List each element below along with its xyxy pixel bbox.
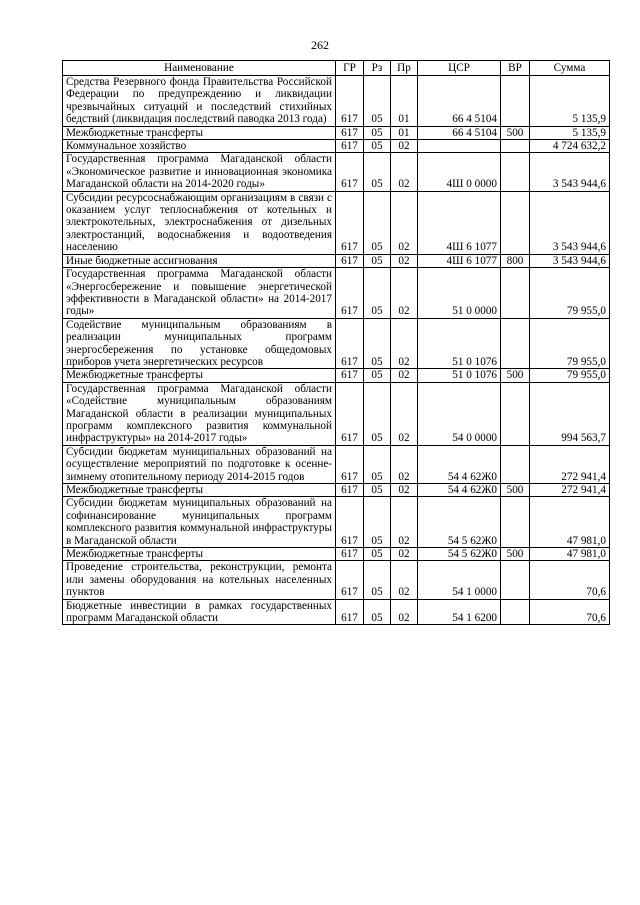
- cell-sum: 3 543 944,6: [530, 153, 610, 191]
- cell-vr: 500: [501, 548, 530, 561]
- cell-name: Государственная программа Магаданской области «Энергосбережение и повышение энергетической эффективности в Магаданской области» на 2014-2017 годы»: [63, 268, 336, 319]
- table-row: [63, 191, 610, 254]
- cell-pr: 02: [391, 548, 418, 561]
- column-header-vr: ВР: [501, 61, 530, 76]
- cell-vr: [501, 191, 530, 254]
- cell-rz: 05: [364, 599, 391, 625]
- cell-vr: [501, 140, 530, 153]
- cell-csr: 51 0 1076: [418, 318, 501, 369]
- cell-csr: 54 4 62Ж0: [418, 484, 501, 497]
- cell-name: Субсидии бюджетам муниципальных образований на софинансирование муниципальных программ комплексного развития коммунальной инфраструктуры в Магаданской области: [63, 497, 336, 548]
- cell-rz: 05: [364, 382, 391, 445]
- cell-csr: 66 4 5104: [418, 126, 501, 139]
- cell-sum: 5 135,9: [530, 126, 610, 139]
- cell-gr: 617: [336, 191, 364, 254]
- cell-rz: 05: [364, 254, 391, 267]
- cell-gr: 617: [336, 548, 364, 561]
- cell-rz: 05: [364, 318, 391, 369]
- cell-gr: 617: [336, 140, 364, 153]
- cell-rz: 05: [364, 548, 391, 561]
- cell-vr: [501, 76, 530, 127]
- cell-rz: 05: [364, 445, 391, 483]
- table-row: [63, 140, 610, 153]
- cell-gr: 617: [336, 599, 364, 625]
- cell-name: Межбюджетные трансферты: [63, 548, 336, 561]
- cell-name: Бюджетные инвестиции в рамках государственных программ Магаданской области: [63, 599, 336, 625]
- table-row: [63, 153, 610, 191]
- table-row: [63, 548, 610, 561]
- cell-gr: 617: [336, 369, 364, 382]
- column-header-pr: Пр: [391, 61, 418, 76]
- table-row: [63, 599, 610, 625]
- page-number: 262: [311, 38, 329, 52]
- cell-gr: 617: [336, 382, 364, 445]
- cell-pr: 02: [391, 484, 418, 497]
- table-row: [63, 445, 610, 483]
- cell-sum: 79 955,0: [530, 318, 610, 369]
- cell-name: Межбюджетные трансферты: [63, 484, 336, 497]
- cell-sum: 4 724 632,2: [530, 140, 610, 153]
- cell-rz: 05: [364, 268, 391, 319]
- cell-gr: 617: [336, 268, 364, 319]
- cell-csr: 4Ш 6 1077: [418, 191, 501, 254]
- cell-name: Содействие муниципальным образованиям в реализации муниципальных программ энергосбережения по установке общедомовых приборов учета энергетических ресурсов: [63, 318, 336, 369]
- cell-pr: 01: [391, 76, 418, 127]
- cell-pr: 02: [391, 268, 418, 319]
- cell-pr: 02: [391, 140, 418, 153]
- cell-name: Иные бюджетные ассигнования: [63, 254, 336, 267]
- column-header-sum: Сумма: [530, 61, 610, 76]
- cell-gr: 617: [336, 153, 364, 191]
- cell-vr: [501, 445, 530, 483]
- cell-vr: 500: [501, 369, 530, 382]
- cell-pr: 02: [391, 561, 418, 599]
- cell-name: Государственная программа Магаданской области «Экономическое развитие и инновационная экономика Магаданской области на 2014-2020 годы»: [63, 153, 336, 191]
- cell-rz: 05: [364, 561, 391, 599]
- table-row: [63, 126, 610, 139]
- cell-vr: [501, 153, 530, 191]
- cell-csr: 54 1 0000: [418, 561, 501, 599]
- cell-gr: 617: [336, 445, 364, 483]
- cell-sum: 994 563,7: [530, 382, 610, 445]
- cell-pr: 02: [391, 599, 418, 625]
- cell-sum: 79 955,0: [530, 268, 610, 319]
- cell-pr: 02: [391, 445, 418, 483]
- cell-sum: 47 981,0: [530, 548, 610, 561]
- cell-name: Средства Резервного фонда Правительства Российской Федерации по предупреждению и ликвидации чрезвычайных ситуаций и последствий стихийных бедствий (ликвидация последствий паводка 2013 года): [63, 76, 336, 127]
- cell-csr: 54 0 0000: [418, 382, 501, 445]
- cell-csr: 54 1 6200: [418, 599, 501, 625]
- cell-name: Проведение строительства, реконструкции, ремонта или замены оборудования на котельных населенных пунктов: [63, 561, 336, 599]
- cell-gr: 617: [336, 76, 364, 127]
- cell-csr: 54 5 62Ж0: [418, 497, 501, 548]
- cell-pr: 02: [391, 497, 418, 548]
- cell-rz: 05: [364, 497, 391, 548]
- cell-gr: 617: [336, 561, 364, 599]
- cell-vr: 500: [501, 484, 530, 497]
- column-header-gr: ГР: [336, 61, 364, 76]
- table-body: [63, 76, 610, 625]
- cell-name: Государственная программа Магаданской области «Содействие муниципальным образованиям Магаданской области в реализации муниципальных программ комплексного развития коммунальной инфраструктуры» на 2014-2017 годы»: [63, 382, 336, 445]
- cell-vr: [501, 561, 530, 599]
- cell-rz: 05: [364, 76, 391, 127]
- cell-rz: 05: [364, 369, 391, 382]
- cell-name: Субсидии ресурсоснабжающим организациям в связи с оказанием услуг теплоснабжения от котельных и электрокотельных, электроснабжения от дизельных электростанций, водоснабжения и водоотведения населению: [63, 191, 336, 254]
- table-row: [63, 76, 610, 127]
- cell-gr: 617: [336, 497, 364, 548]
- cell-vr: 800: [501, 254, 530, 267]
- cell-pr: 02: [391, 254, 418, 267]
- cell-sum: 70,6: [530, 599, 610, 625]
- cell-gr: 617: [336, 254, 364, 267]
- cell-rz: 05: [364, 191, 391, 254]
- cell-vr: [501, 382, 530, 445]
- cell-pr: 02: [391, 191, 418, 254]
- cell-sum: 3 543 944,6: [530, 254, 610, 267]
- table-header-row: [63, 61, 610, 76]
- cell-csr: 4Ш 0 0000: [418, 153, 501, 191]
- cell-rz: 05: [364, 140, 391, 153]
- cell-rz: 05: [364, 126, 391, 139]
- cell-vr: [501, 268, 530, 319]
- table-row: [63, 561, 610, 599]
- cell-gr: 617: [336, 126, 364, 139]
- cell-csr: [418, 140, 501, 153]
- cell-csr: 51 0 1076: [418, 369, 501, 382]
- table-row: [63, 268, 610, 319]
- cell-sum: 79 955,0: [530, 369, 610, 382]
- cell-vr: [501, 318, 530, 369]
- table-row: [63, 254, 610, 267]
- cell-csr: 4Ш 6 1077: [418, 254, 501, 267]
- cell-vr: [501, 599, 530, 625]
- cell-csr: 66 4 5104: [418, 76, 501, 127]
- cell-pr: 01: [391, 126, 418, 139]
- cell-vr: 500: [501, 126, 530, 139]
- cell-gr: 617: [336, 484, 364, 497]
- cell-sum: 5 135,9: [530, 76, 610, 127]
- cell-name: Межбюджетные трансферты: [63, 369, 336, 382]
- cell-sum: 272 941,4: [530, 484, 610, 497]
- cell-sum: 70,6: [530, 561, 610, 599]
- cell-sum: 3 543 944,6: [530, 191, 610, 254]
- budget-table: [62, 60, 610, 625]
- cell-vr: [501, 497, 530, 548]
- cell-rz: 05: [364, 484, 391, 497]
- column-header-rz: Рз: [364, 61, 391, 76]
- cell-sum: 47 981,0: [530, 497, 610, 548]
- cell-gr: 617: [336, 318, 364, 369]
- cell-name: Межбюджетные трансферты: [63, 126, 336, 139]
- cell-name: Коммунальное хозяйство: [63, 140, 336, 153]
- column-header-csr: ЦСР: [418, 61, 501, 76]
- cell-pr: 02: [391, 369, 418, 382]
- table-row: [63, 318, 610, 369]
- column-header-name: Наименование: [63, 61, 336, 76]
- table-row: [63, 382, 610, 445]
- table-row: [63, 484, 610, 497]
- cell-csr: 54 4 62Ж0: [418, 445, 501, 483]
- cell-pr: 02: [391, 382, 418, 445]
- cell-pr: 02: [391, 153, 418, 191]
- cell-csr: 51 0 0000: [418, 268, 501, 319]
- cell-pr: 02: [391, 318, 418, 369]
- cell-name: Субсидии бюджетам муниципальных образований на осуществление мероприятий по подготовке к осенне-зимнему отопительному периоду 2014-2015 годов: [63, 445, 336, 483]
- cell-rz: 05: [364, 153, 391, 191]
- cell-sum: 272 941,4: [530, 445, 610, 483]
- cell-csr: 54 5 62Ж0: [418, 548, 501, 561]
- table-row: [63, 497, 610, 548]
- table-row: [63, 369, 610, 382]
